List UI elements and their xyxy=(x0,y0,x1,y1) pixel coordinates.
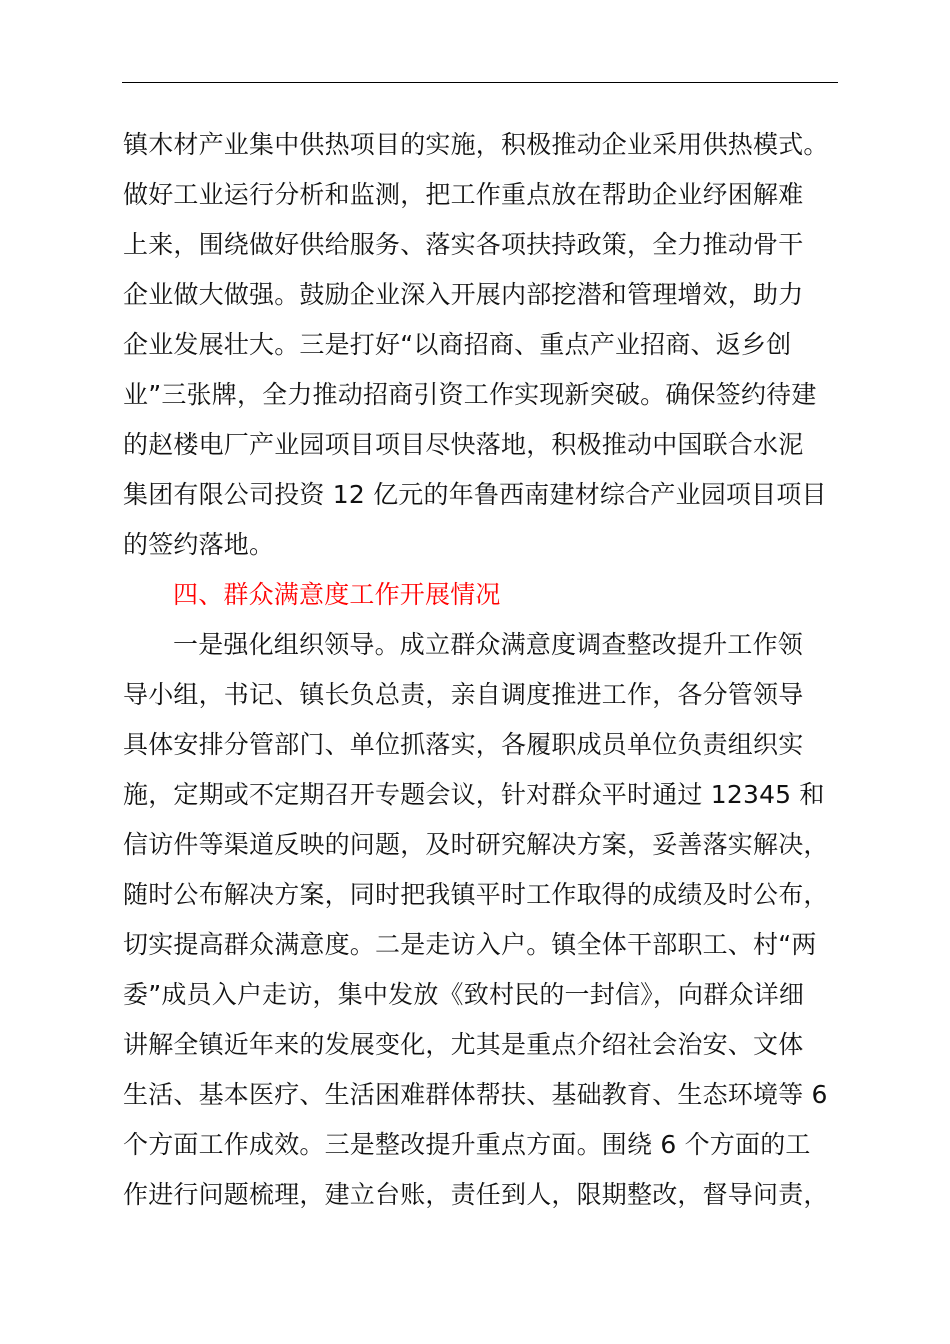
paragraph-line: 信访件等渠道反映的问题，及时研究解决方案，妥善落实解决， xyxy=(123,830,829,859)
paragraph-line: 集团有限公司投资 12 亿元的年鲁西南建材综合产业园项目项目 xyxy=(123,480,827,509)
paragraph-line: 导小组，书记、镇长负总责，亲自调度推进工作，各分管领导 xyxy=(123,680,804,709)
paragraph-line: 委”成员入户走访，集中发放《致村民的一封信》，向群众详细 xyxy=(123,980,805,1009)
paragraph-line: 上来，围绕做好供给服务、落实各项扶持政策，全力推动骨干 xyxy=(123,230,804,259)
paragraph-line: 生活、基本医疗、生活困难群体帮扶、基础教育、生态环境等 6 xyxy=(123,1080,828,1109)
paragraph-line: 个方面工作成效。三是整改提升重点方面。围绕 6 个方面的工 xyxy=(123,1130,811,1159)
paragraph-line: 业”三张牌，全力推动招商引资工作实现新突破。确保签约待建 xyxy=(123,380,817,409)
paragraph-line: 切实提高群众满意度。二是走访入户。镇全体干部职工、村“两 xyxy=(123,930,817,959)
paragraph-line: 企业做大做强。鼓励企业深入开展内部挖潜和管理增效，助力 xyxy=(123,280,804,309)
paragraph-line: 一是强化组织领导。成立群众满意度调查整改提升工作领 xyxy=(173,630,804,659)
paragraph-line: 讲解全镇近年来的发展变化，尤其是重点介绍社会治安、文体 xyxy=(123,1030,804,1059)
paragraph-line: 随时公布解决方案，同时把我镇平时工作取得的成绩及时公布， xyxy=(123,880,829,909)
paragraph-line: 的赵楼电厂产业园项目项目尽快落地，积极推动中国联合水泥 xyxy=(123,430,804,459)
paragraph-line: 的签约落地。 xyxy=(123,530,275,559)
paragraph-line: 企业发展壮大。三是打好“以商招商、重点产业招商、返乡创 xyxy=(123,330,792,359)
paragraph-line: 做好工业运行分析和监测，把工作重点放在帮助企业纾困解难 xyxy=(123,180,804,209)
paragraph-line: 具体安排分管部门、单位抓落实，各履职成员单位负责组织实 xyxy=(123,730,804,759)
paragraph-line: 施，定期或不定期召开专题会议，针对群众平时通过 12345 和 xyxy=(123,780,825,809)
document-body xyxy=(123,120,863,1220)
header-rule xyxy=(122,82,838,83)
section-heading: 四、群众满意度工作开展情况 xyxy=(173,580,501,609)
paragraph-line: 镇木材产业集中供热项目的实施，积极推动企业采用供热模式。 xyxy=(123,130,829,159)
paragraph-line: 作进行问题梳理，建立台账，责任到人，限期整改，督导问责， xyxy=(123,1180,829,1209)
